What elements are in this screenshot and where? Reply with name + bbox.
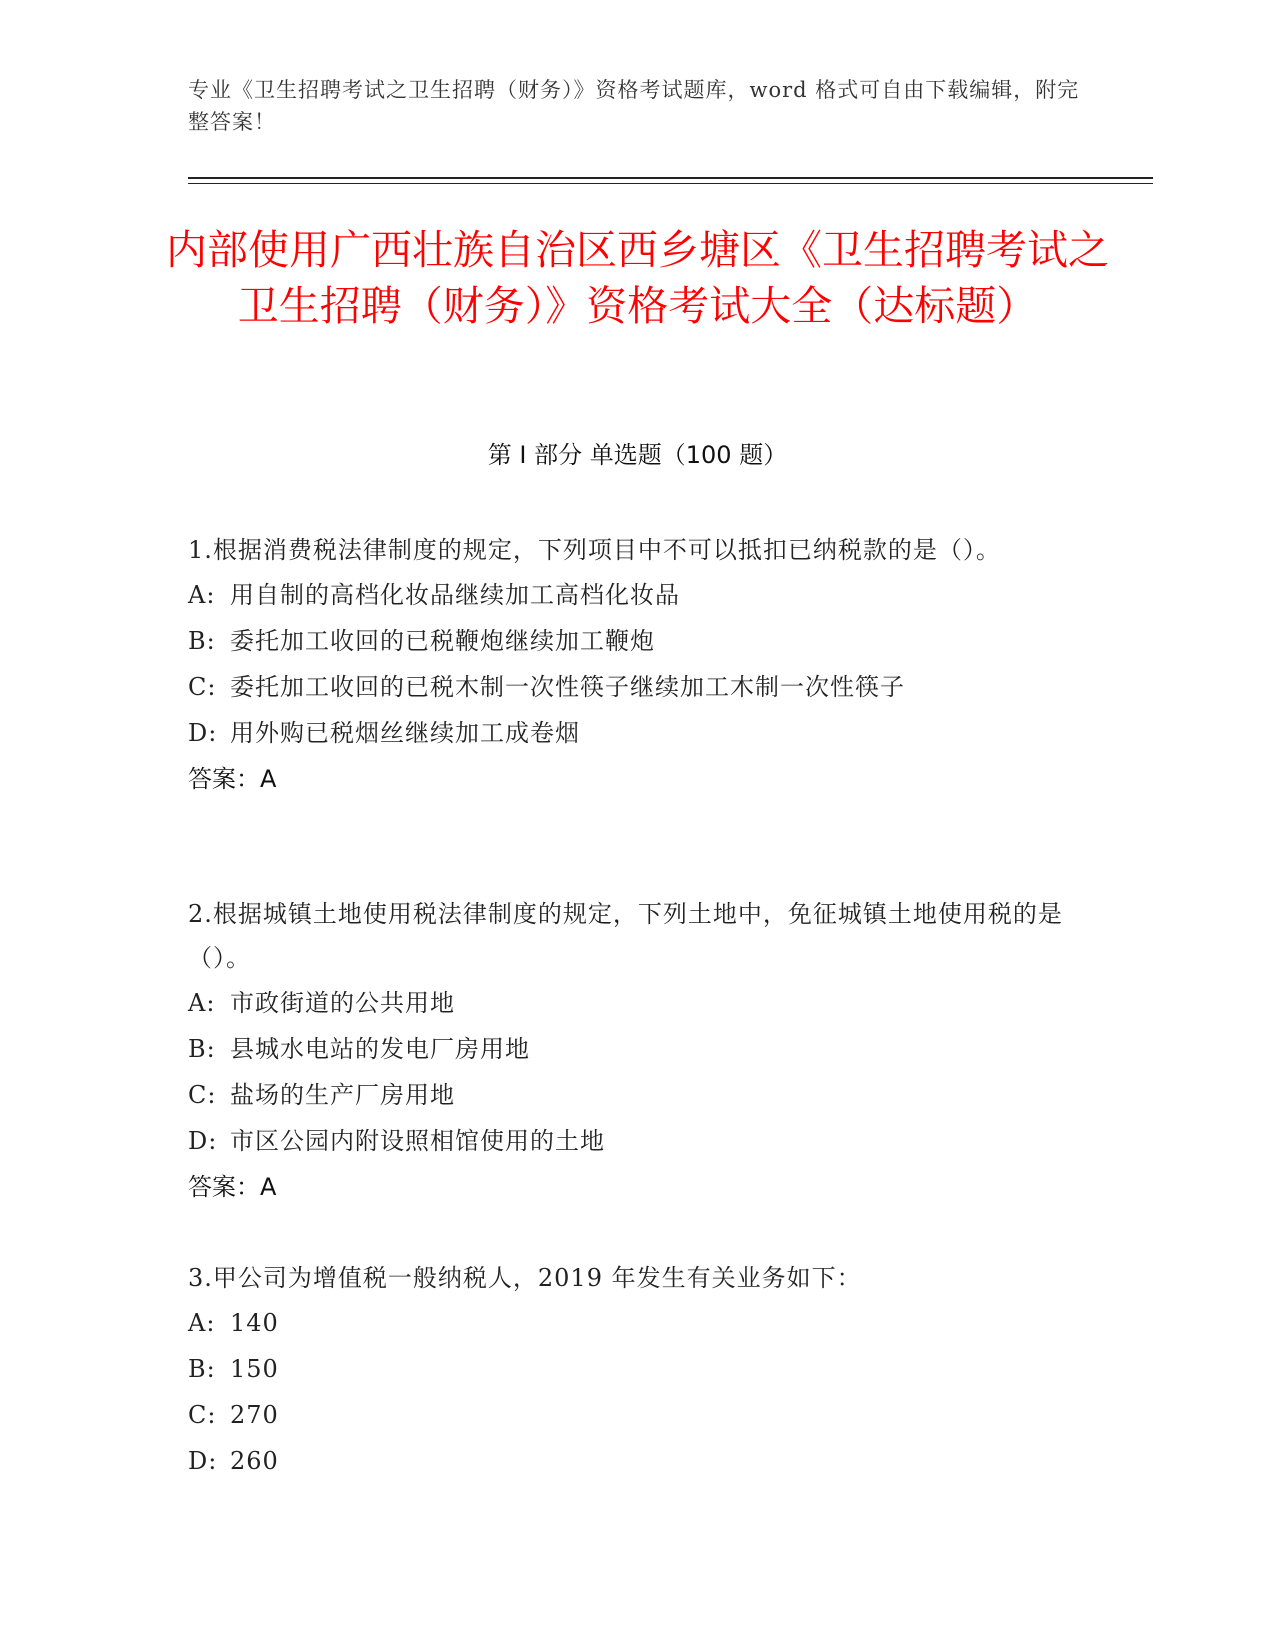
header-divider-thin [188,183,1153,184]
option-key: B: [188,1355,216,1383]
option-c [188,1072,1068,1118]
header-note: 专业《卫生招聘考试之卫生招聘（财务）》资格考试题库，word 格式可自由下载编辑，附完整答案！ [188,78,1080,134]
option-c [188,664,1068,710]
option-d [188,710,1068,756]
option-text: 盐场的生产厂房用地 [230,1081,455,1109]
question-stem: 2.根据城镇土地使用税法律制度的规定，下列土地中，免征城镇土地使用税的是（）。 [188,900,1063,972]
option-a [188,980,1068,1026]
option-key: D: [188,719,218,747]
option-key: A: [188,581,216,609]
option-d [188,1118,1068,1164]
question-1 [188,528,1068,802]
option-key: C: [188,1081,217,1109]
option-key: D: [188,1447,218,1475]
option-key: B: [188,627,216,655]
option-text: 140 [230,1309,279,1337]
option-key: B: [188,1035,216,1063]
answer: 答案：A [188,765,277,793]
option-text: 260 [230,1447,279,1475]
option-a [188,572,1068,618]
option-text: 委托加工收回的已税鞭炮继续加工鞭炮 [230,627,655,655]
option-key: A: [188,1309,216,1337]
option-text: 用自制的高档化妆品继续加工高档化妆品 [230,581,680,609]
option-b [188,1026,1068,1072]
option-a [188,1300,1068,1346]
question-3 [188,1256,1068,1484]
option-text: 150 [230,1355,279,1383]
document-title: 内部使用广西壮族自治区西乡塘区《卫生招聘考试之卫生招聘（财务）》资格考试大全（达标题） [166,226,1109,330]
option-c [188,1392,1068,1438]
option-text: 委托加工收回的已税木制一次性筷子继续加工木制一次性筷子 [230,673,905,701]
option-b [188,1346,1068,1392]
question-stem: 3.甲公司为增值税一般纳税人，2019 年发生有关业务如下： [188,1264,862,1292]
question-stem: 1.根据消费税法律制度的规定，下列项目中不可以抵扣已纳税款的是（）。 [188,536,1001,564]
option-text: 市政街道的公共用地 [230,989,455,1017]
answer: 答案：A [188,1173,277,1201]
question-2 [188,892,1068,1210]
option-text: 市区公园内附设照相馆使用的土地 [230,1127,605,1155]
option-b [188,618,1068,664]
option-text: 县城水电站的发电厂房用地 [230,1035,530,1063]
option-text: 用外购已税烟丝继续加工成卷烟 [230,719,580,747]
option-key: C: [188,1401,217,1429]
option-key: D: [188,1127,218,1155]
option-key: C: [188,673,217,701]
header-divider-thick [188,177,1153,179]
option-text: 270 [230,1401,279,1429]
option-d [188,1438,1068,1484]
section-heading: 第 I 部分 单选题（100 题） [487,441,788,469]
option-key: A: [188,989,216,1017]
